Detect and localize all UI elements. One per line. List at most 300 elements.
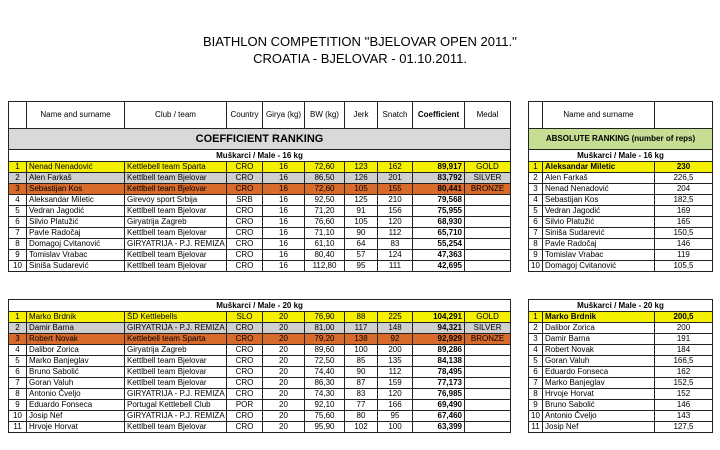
name-cell: Eduardo Fonseca (543, 367, 655, 378)
value-cell: 166,5 (655, 356, 713, 367)
rank-cell: 6 (529, 217, 543, 228)
rank-cell: 8 (9, 239, 27, 250)
club-cell: Kettlbell team Bjelovar (125, 173, 227, 184)
name-cell: Bruno Sabolić (543, 400, 655, 411)
rank-cell: 11 (9, 422, 27, 433)
snatch-cell: 159 (378, 378, 413, 389)
country-cell: POR (227, 400, 263, 411)
coefficient-cell: 84,138 (413, 356, 465, 367)
table-row (9, 411, 511, 422)
girya-cell: 16 (263, 195, 305, 206)
table-row (9, 239, 511, 250)
club-cell: Kettlbell team Bjelovar (125, 228, 227, 239)
abs-header-rank (529, 102, 543, 129)
bw-cell: 76,60 (305, 217, 345, 228)
name-cell: Vedran Jagodić (27, 206, 125, 217)
coefficient-cell: 47,363 (413, 250, 465, 261)
jerk-cell: 126 (345, 173, 378, 184)
jerk-cell: 95 (345, 261, 378, 272)
snatch-cell: 100 (378, 422, 413, 433)
rank-cell: 8 (529, 389, 543, 400)
value-cell: 127,5 (655, 422, 713, 433)
name-cell: Siniša Sudarević (27, 261, 125, 272)
girya-cell: 20 (263, 411, 305, 422)
value-cell: 182,5 (655, 195, 713, 206)
medal-cell: GOLD (465, 162, 511, 173)
jerk-cell: 90 (345, 367, 378, 378)
girya-cell: 20 (263, 389, 305, 400)
coefficient-cell: 80,441 (413, 184, 465, 195)
girya-cell: 20 (263, 334, 305, 345)
medal-cell (465, 422, 511, 433)
rank-cell: 6 (529, 367, 543, 378)
name-cell: Alen Farkaš (543, 173, 655, 184)
jerk-cell: 64 (345, 239, 378, 250)
snatch-cell: 111 (378, 261, 413, 272)
table-row (529, 217, 713, 228)
coefficient-cell: 104,291 (413, 312, 465, 323)
rank-cell: 2 (9, 323, 27, 334)
value-cell: 146 (655, 400, 713, 411)
medal-cell (465, 250, 511, 261)
country-cell: CRO (227, 217, 263, 228)
medal-cell (465, 239, 511, 250)
table-row (529, 250, 713, 261)
jerk-cell: 100 (345, 345, 378, 356)
value-cell: 230 (655, 162, 713, 173)
bw-cell: 95,90 (305, 422, 345, 433)
medal-cell (465, 261, 511, 272)
name-cell: Nenad Nenadović (27, 162, 125, 173)
section-20kg: Muškarci / Male - 20 kg (9, 300, 511, 312)
snatch-cell: 225 (378, 312, 413, 323)
medal-cell (465, 389, 511, 400)
rank-cell: 10 (9, 411, 27, 422)
table-row (9, 323, 511, 334)
bw-cell: 74,40 (305, 367, 345, 378)
table-row (529, 389, 713, 400)
girya-cell: 20 (263, 367, 305, 378)
name-cell: Vedran Jagodić (543, 206, 655, 217)
country-cell: CRO (227, 411, 263, 422)
table-row (9, 422, 511, 433)
club-cell: GIRYATRIJA - P.J. REMIZA (125, 239, 227, 250)
table-row (529, 312, 713, 323)
value-cell: 200,5 (655, 312, 713, 323)
table-row (529, 422, 713, 433)
name-cell: Bruno Sabolić (27, 367, 125, 378)
club-cell: Kettlbell team Bjelovar (125, 378, 227, 389)
club-cell: Giryatrija Zagreb (125, 217, 227, 228)
name-cell: Antonio Čveljo (543, 411, 655, 422)
snatch-cell: 201 (378, 173, 413, 184)
name-cell: Robert Novak (543, 345, 655, 356)
rank-cell: 3 (529, 184, 543, 195)
rank-cell: 4 (529, 345, 543, 356)
medal-cell (465, 356, 511, 367)
rank-cell: 2 (529, 173, 543, 184)
name-cell: Marko Brdnik (27, 312, 125, 323)
table-row (9, 367, 511, 378)
girya-cell: 20 (263, 378, 305, 389)
snatch-cell: 162 (378, 162, 413, 173)
table-row (9, 378, 511, 389)
jerk-cell: 105 (345, 217, 378, 228)
snatch-cell: 210 (378, 195, 413, 206)
rank-cell: 7 (9, 378, 27, 389)
medal-cell (465, 411, 511, 422)
coefficient-cell: 67,460 (413, 411, 465, 422)
table-row (9, 217, 511, 228)
name-cell: Marko Banjeglav (543, 378, 655, 389)
rank-cell: 9 (529, 250, 543, 261)
jerk-cell: 138 (345, 334, 378, 345)
club-cell: Giryatrija Zagreb (125, 345, 227, 356)
value-cell: 226,5 (655, 173, 713, 184)
jerk-cell: 87 (345, 378, 378, 389)
girya-cell: 16 (263, 206, 305, 217)
page-title: BIATHLON COMPETITION ''BJELOVAR OPEN 2011.'' (202, 34, 518, 49)
coefficient-cell: 94,321 (413, 323, 465, 334)
club-cell: Kettlbell team Bjelovar (125, 367, 227, 378)
name-cell: Siniša Sudarević (543, 228, 655, 239)
rank-cell: 1 (9, 312, 27, 323)
abs-header-value (655, 102, 713, 129)
medal-cell (465, 206, 511, 217)
jerk-cell: 80 (345, 411, 378, 422)
country-cell: CRO (227, 345, 263, 356)
coefficient-table-16kg (8, 101, 511, 272)
name-cell: Pavle Radočaj (27, 228, 125, 239)
coefficient-cell: 69,490 (413, 400, 465, 411)
value-cell: 165 (655, 217, 713, 228)
country-cell: CRO (227, 261, 263, 272)
table-row (529, 162, 713, 173)
value-cell: 200 (655, 323, 713, 334)
snatch-cell: 112 (378, 367, 413, 378)
header-medal: Medal (465, 102, 511, 129)
club-cell: Kettlbell team Bjelovar (125, 261, 227, 272)
abs-header-name: Name and surname (543, 102, 655, 129)
bw-cell: 79,20 (305, 334, 345, 345)
rank-cell: 9 (9, 400, 27, 411)
medal-cell (465, 217, 511, 228)
country-cell: CRO (227, 228, 263, 239)
name-cell: Damir Barna (543, 334, 655, 345)
table-row (529, 356, 713, 367)
header-bw: BW (kg) (305, 102, 345, 129)
name-cell: Sebastijan Kos (27, 184, 125, 195)
table-row (9, 228, 511, 239)
rank-cell: 10 (9, 261, 27, 272)
rank-cell: 5 (9, 356, 27, 367)
section-16kg: Muškarci / Male - 16 kg (9, 150, 511, 162)
bw-cell: 72,50 (305, 356, 345, 367)
name-cell: Domagoj Cvitanović (543, 261, 655, 272)
name-cell: Robert Novak (27, 334, 125, 345)
girya-cell: 16 (263, 173, 305, 184)
snatch-cell: 83 (378, 239, 413, 250)
value-cell: 184 (655, 345, 713, 356)
club-cell: ŠD Kettlebells (125, 312, 227, 323)
bw-cell: 76,90 (305, 312, 345, 323)
value-cell: 204 (655, 184, 713, 195)
snatch-cell: 135 (378, 356, 413, 367)
rank-cell: 1 (529, 162, 543, 173)
name-cell: Damir Barna (27, 323, 125, 334)
bw-cell: 86,30 (305, 378, 345, 389)
value-cell: 162 (655, 367, 713, 378)
header-snatch: Snatch (378, 102, 413, 129)
bw-cell: 72,60 (305, 184, 345, 195)
rank-cell: 2 (9, 173, 27, 184)
country-cell: CRO (227, 356, 263, 367)
rank-cell: 6 (9, 367, 27, 378)
table-row (9, 261, 511, 272)
snatch-cell: 148 (378, 323, 413, 334)
club-cell: GIRYATRIJA - P.J. REMIZA (125, 411, 227, 422)
rank-cell: 8 (9, 389, 27, 400)
snatch-cell: 156 (378, 206, 413, 217)
country-cell: CRO (227, 389, 263, 400)
girya-cell: 16 (263, 184, 305, 195)
column-header-row (9, 102, 511, 129)
coefficient-table-20kg (8, 299, 511, 433)
table-row (9, 195, 511, 206)
rank-cell: 8 (529, 239, 543, 250)
girya-cell: 16 (263, 228, 305, 239)
bw-cell: 86,50 (305, 173, 345, 184)
name-cell: Marko Banjeglav (27, 356, 125, 367)
table-row (529, 239, 713, 250)
club-cell: Kettlbell team Bjelovar (125, 422, 227, 433)
country-cell: CRO (227, 367, 263, 378)
value-cell: 105,5 (655, 261, 713, 272)
coefficient-cell: 68,930 (413, 217, 465, 228)
rank-cell: 5 (529, 206, 543, 217)
club-cell: Girevoy sport Srbija (125, 195, 227, 206)
name-cell: Hrvoje Horvat (27, 422, 125, 433)
name-cell: Sebastijan Kos (543, 195, 655, 206)
snatch-cell: 112 (378, 228, 413, 239)
table-row (9, 356, 511, 367)
medal-cell (465, 378, 511, 389)
medal-cell: SILVER (465, 323, 511, 334)
jerk-cell: 77 (345, 400, 378, 411)
club-cell: GIRYATRIJA - P.J. REMIZA (125, 323, 227, 334)
country-cell: CRO (227, 206, 263, 217)
rank-cell: 1 (529, 312, 543, 323)
girya-cell: 20 (263, 345, 305, 356)
medal-cell: SILVER (465, 173, 511, 184)
header-club: Club / team (125, 102, 227, 129)
girya-cell: 16 (263, 217, 305, 228)
coefficient-cell: 55,254 (413, 239, 465, 250)
country-cell: CRO (227, 323, 263, 334)
table-row (529, 367, 713, 378)
table-row (529, 345, 713, 356)
snatch-cell: 120 (378, 389, 413, 400)
bw-cell: 74,30 (305, 389, 345, 400)
snatch-cell: 124 (378, 250, 413, 261)
table-row (529, 228, 713, 239)
name-cell: Dalibor Zorica (543, 323, 655, 334)
girya-cell: 16 (263, 261, 305, 272)
coefficient-cell: 79,568 (413, 195, 465, 206)
snatch-cell: 95 (378, 411, 413, 422)
name-cell: Domagoj Cvitanović (27, 239, 125, 250)
abs-section-16kg: Muškarci / Male - 16 kg (529, 150, 713, 162)
value-cell: 152,5 (655, 378, 713, 389)
value-cell: 146 (655, 239, 713, 250)
absolute-table-20kg (528, 299, 713, 433)
jerk-cell: 88 (345, 312, 378, 323)
bw-cell: 89,60 (305, 345, 345, 356)
table-row (529, 323, 713, 334)
rank-cell: 4 (9, 345, 27, 356)
jerk-cell: 105 (345, 184, 378, 195)
rank-cell: 7 (9, 228, 27, 239)
club-cell: Kettlbell team Bjelovar (125, 250, 227, 261)
club-cell: Portugal Kettlebell Club (125, 400, 227, 411)
coefficient-cell: 89,917 (413, 162, 465, 173)
table-row (9, 334, 511, 345)
table-row (9, 162, 511, 173)
girya-cell: 20 (263, 323, 305, 334)
coefficient-cell: 63,399 (413, 422, 465, 433)
rank-cell: 9 (9, 250, 27, 261)
club-cell: Kettlebell team Sparta (125, 334, 227, 345)
medal-cell (465, 400, 511, 411)
bw-cell: 71,10 (305, 228, 345, 239)
rank-cell: 5 (529, 356, 543, 367)
absolute-ranking-title: ABSOLUTE RANKING (number of reps) (529, 129, 713, 150)
medal-cell (465, 228, 511, 239)
country-cell: CRO (227, 162, 263, 173)
girya-cell: 20 (263, 400, 305, 411)
medal-cell: BRONZE (465, 334, 511, 345)
rank-cell: 9 (529, 400, 543, 411)
rank-cell: 10 (529, 411, 543, 422)
table-row (529, 400, 713, 411)
name-cell: Aleksandar Miletic (543, 162, 655, 173)
country-cell: CRO (227, 184, 263, 195)
name-cell: Tomislav Vrabac (27, 250, 125, 261)
medal-cell (465, 345, 511, 356)
page-subtitle: CROATIA - BJELOVAR - 01.10.2011. (253, 51, 467, 66)
rank-cell: 1 (9, 162, 27, 173)
bw-cell: 81,00 (305, 323, 345, 334)
medal-cell: BRONZE (465, 184, 511, 195)
bw-cell: 92,50 (305, 195, 345, 206)
table-row (529, 195, 713, 206)
coefficient-cell: 83,792 (413, 173, 465, 184)
table-row (529, 206, 713, 217)
table-row (529, 378, 713, 389)
rank-cell: 4 (9, 195, 27, 206)
table-row (529, 261, 713, 272)
name-cell: Josip Nef (543, 422, 655, 433)
girya-cell: 20 (263, 312, 305, 323)
table-row (529, 184, 713, 195)
rank-cell: 7 (529, 378, 543, 389)
table-row (529, 334, 713, 345)
name-cell: Pavle Radočaj (543, 239, 655, 250)
snatch-cell: 166 (378, 400, 413, 411)
value-cell: 169 (655, 206, 713, 217)
table-row (529, 173, 713, 184)
bw-cell: 61,10 (305, 239, 345, 250)
name-cell: Hrvoje Horvat (543, 389, 655, 400)
rank-cell: 3 (9, 334, 27, 345)
jerk-cell: 125 (345, 195, 378, 206)
country-cell: SRB (227, 195, 263, 206)
coefficient-cell: 89,286 (413, 345, 465, 356)
coefficient-cell: 76,985 (413, 389, 465, 400)
name-cell: Eduardo Fonseca (27, 400, 125, 411)
coefficient-ranking-title: COEFFICIENT RANKING (9, 129, 511, 150)
club-cell: Kettlbell team Bjelovar (125, 356, 227, 367)
header-jerk: Jerk (345, 102, 378, 129)
girya-cell: 16 (263, 162, 305, 173)
name-cell: Goran Valuh (27, 378, 125, 389)
coefficient-cell: 92,929 (413, 334, 465, 345)
name-cell: Goran Valuh (543, 356, 655, 367)
girya-cell: 20 (263, 356, 305, 367)
abs-section-20kg: Muškarci / Male - 20 kg (529, 300, 713, 312)
value-cell: 191 (655, 334, 713, 345)
coefficient-cell: 75,955 (413, 206, 465, 217)
name-cell: Alen Farkaš (27, 173, 125, 184)
club-cell: Kettlbell team Bjelovar (125, 184, 227, 195)
country-cell: CRO (227, 173, 263, 184)
jerk-cell: 123 (345, 162, 378, 173)
table-row (9, 345, 511, 356)
header-rank (9, 102, 27, 129)
medal-cell: GOLD (465, 312, 511, 323)
snatch-cell: 200 (378, 345, 413, 356)
rank-cell: 6 (9, 217, 27, 228)
table-row (9, 250, 511, 261)
girya-cell: 20 (263, 422, 305, 433)
club-cell: Kettlebell team Sparta (125, 162, 227, 173)
snatch-cell: 120 (378, 217, 413, 228)
bw-cell: 112,80 (305, 261, 345, 272)
table-row (9, 184, 511, 195)
snatch-cell: 92 (378, 334, 413, 345)
table-row (9, 173, 511, 184)
name-cell: Antonio Čveljo (27, 389, 125, 400)
jerk-cell: 85 (345, 356, 378, 367)
coefficient-cell: 77,173 (413, 378, 465, 389)
medal-cell (465, 367, 511, 378)
coefficient-cell: 42,695 (413, 261, 465, 272)
girya-cell: 16 (263, 250, 305, 261)
rank-cell: 11 (529, 422, 543, 433)
name-cell: Aleksandar Miletic (27, 195, 125, 206)
rank-cell: 10 (529, 261, 543, 272)
rank-cell: 3 (529, 334, 543, 345)
header-name: Name and surname (27, 102, 125, 129)
country-cell: CRO (227, 239, 263, 250)
name-cell: Tomislav Vrabac (543, 250, 655, 261)
rank-cell: 2 (529, 323, 543, 334)
table-row (9, 206, 511, 217)
name-cell: Josip Nef (27, 411, 125, 422)
medal-cell (465, 195, 511, 206)
table-row (9, 400, 511, 411)
snatch-cell: 155 (378, 184, 413, 195)
